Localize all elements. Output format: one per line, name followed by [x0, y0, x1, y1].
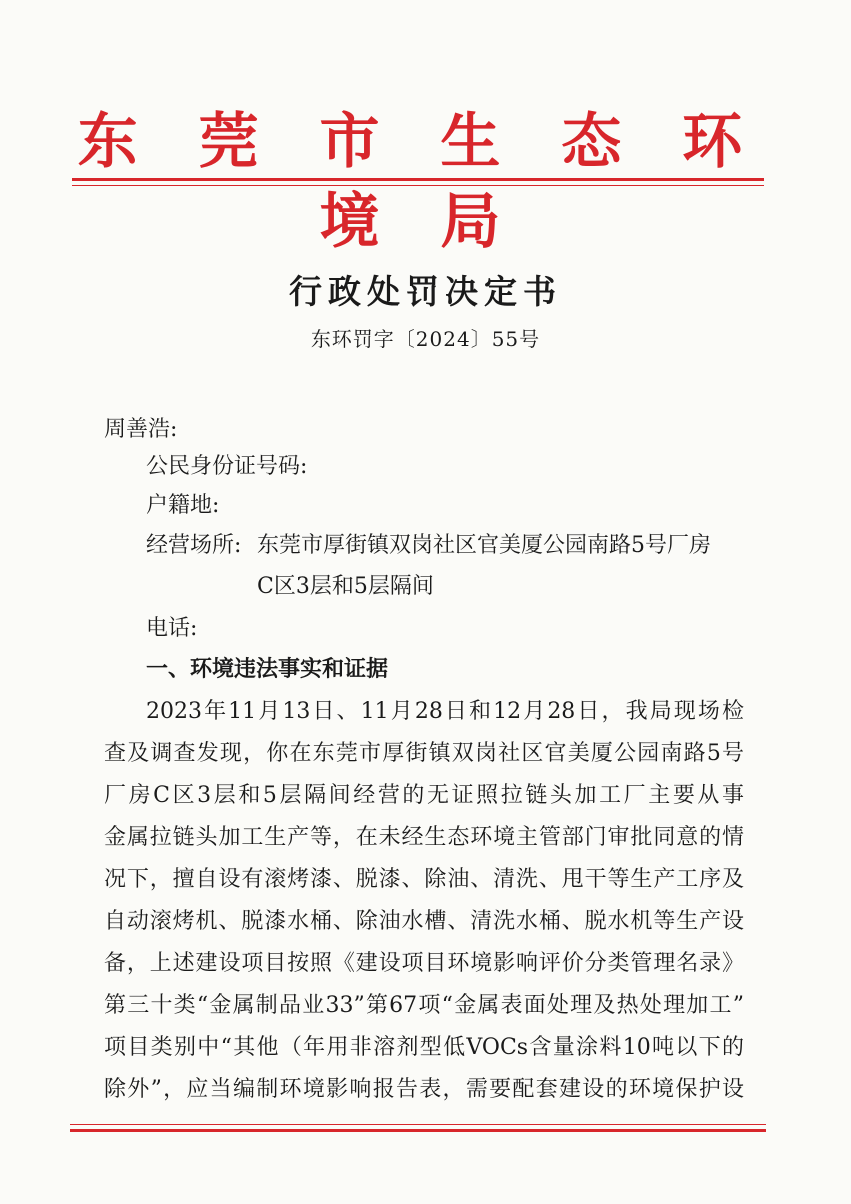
phone-label: 电话: — [146, 616, 198, 641]
body-paragraph-line: 况下，擅自设有滚烤漆、脱漆、除油、清洗、甩干等生产工序及 — [104, 867, 744, 892]
document-title: 行政处罚决定书 — [289, 272, 562, 311]
body-paragraph-line: 自动滚烤机、脱漆水桶、除油水槽、清洗水桶、脱水机等生产设 — [104, 909, 744, 934]
header-red-rule-thin — [72, 185, 764, 186]
business-place-address-line2: C区3层和5层隔间 — [257, 574, 434, 599]
domicile-label: 户籍地: — [146, 493, 220, 518]
business-place-label: 经营场所: — [146, 533, 242, 558]
body-paragraph-line: 厂房C区3层和5层隔间经营的无证照拉链头加工厂主要从事 — [104, 783, 744, 808]
id-number-label: 公民身份证号码: — [146, 454, 308, 479]
footer-red-rule — [70, 1129, 766, 1132]
business-place-address-line1: 东莞市厚街镇双岗社区官美厦公园南路5号厂房 — [257, 533, 711, 558]
party-name: 周善浩: — [104, 417, 178, 442]
header-red-rule — [72, 178, 764, 181]
organization-title: 东 莞 市 生 态 环 境 局 — [77, 107, 763, 257]
body-paragraph-line: 备，上述建设项目按照《建设项目环境影响评价分类管理名录》 — [104, 951, 744, 976]
body-paragraph-line: 第三十类“金属制品业33”第67项“金属表面处理及热处理加工” — [104, 993, 744, 1018]
document-number: 东环罚字〔2024〕55号 — [310, 327, 541, 351]
body-paragraph-line: 2023年11月13日、11月28日和12月28日，我局现场检 — [146, 699, 744, 724]
body-paragraph-line: 金属拉链头加工生产等，在未经生态环境主管部门审批同意的情 — [104, 825, 744, 850]
body-paragraph-line: 查及调查发现，你在东莞市厚街镇双岗社区官美厦公园南路5号 — [104, 741, 744, 766]
body-paragraph-line: 项目类别中“其他（年用非溶剂型低VOCs含量涂料10吨以下的 — [104, 1035, 744, 1060]
section-heading-violation-facts: 一、环境违法事实和证据 — [146, 657, 389, 682]
body-paragraph-line: 除外”，应当编制环境影响报告表，需要配套建设的环境保护设 — [104, 1077, 744, 1102]
footer-red-rule-thin — [70, 1124, 766, 1125]
